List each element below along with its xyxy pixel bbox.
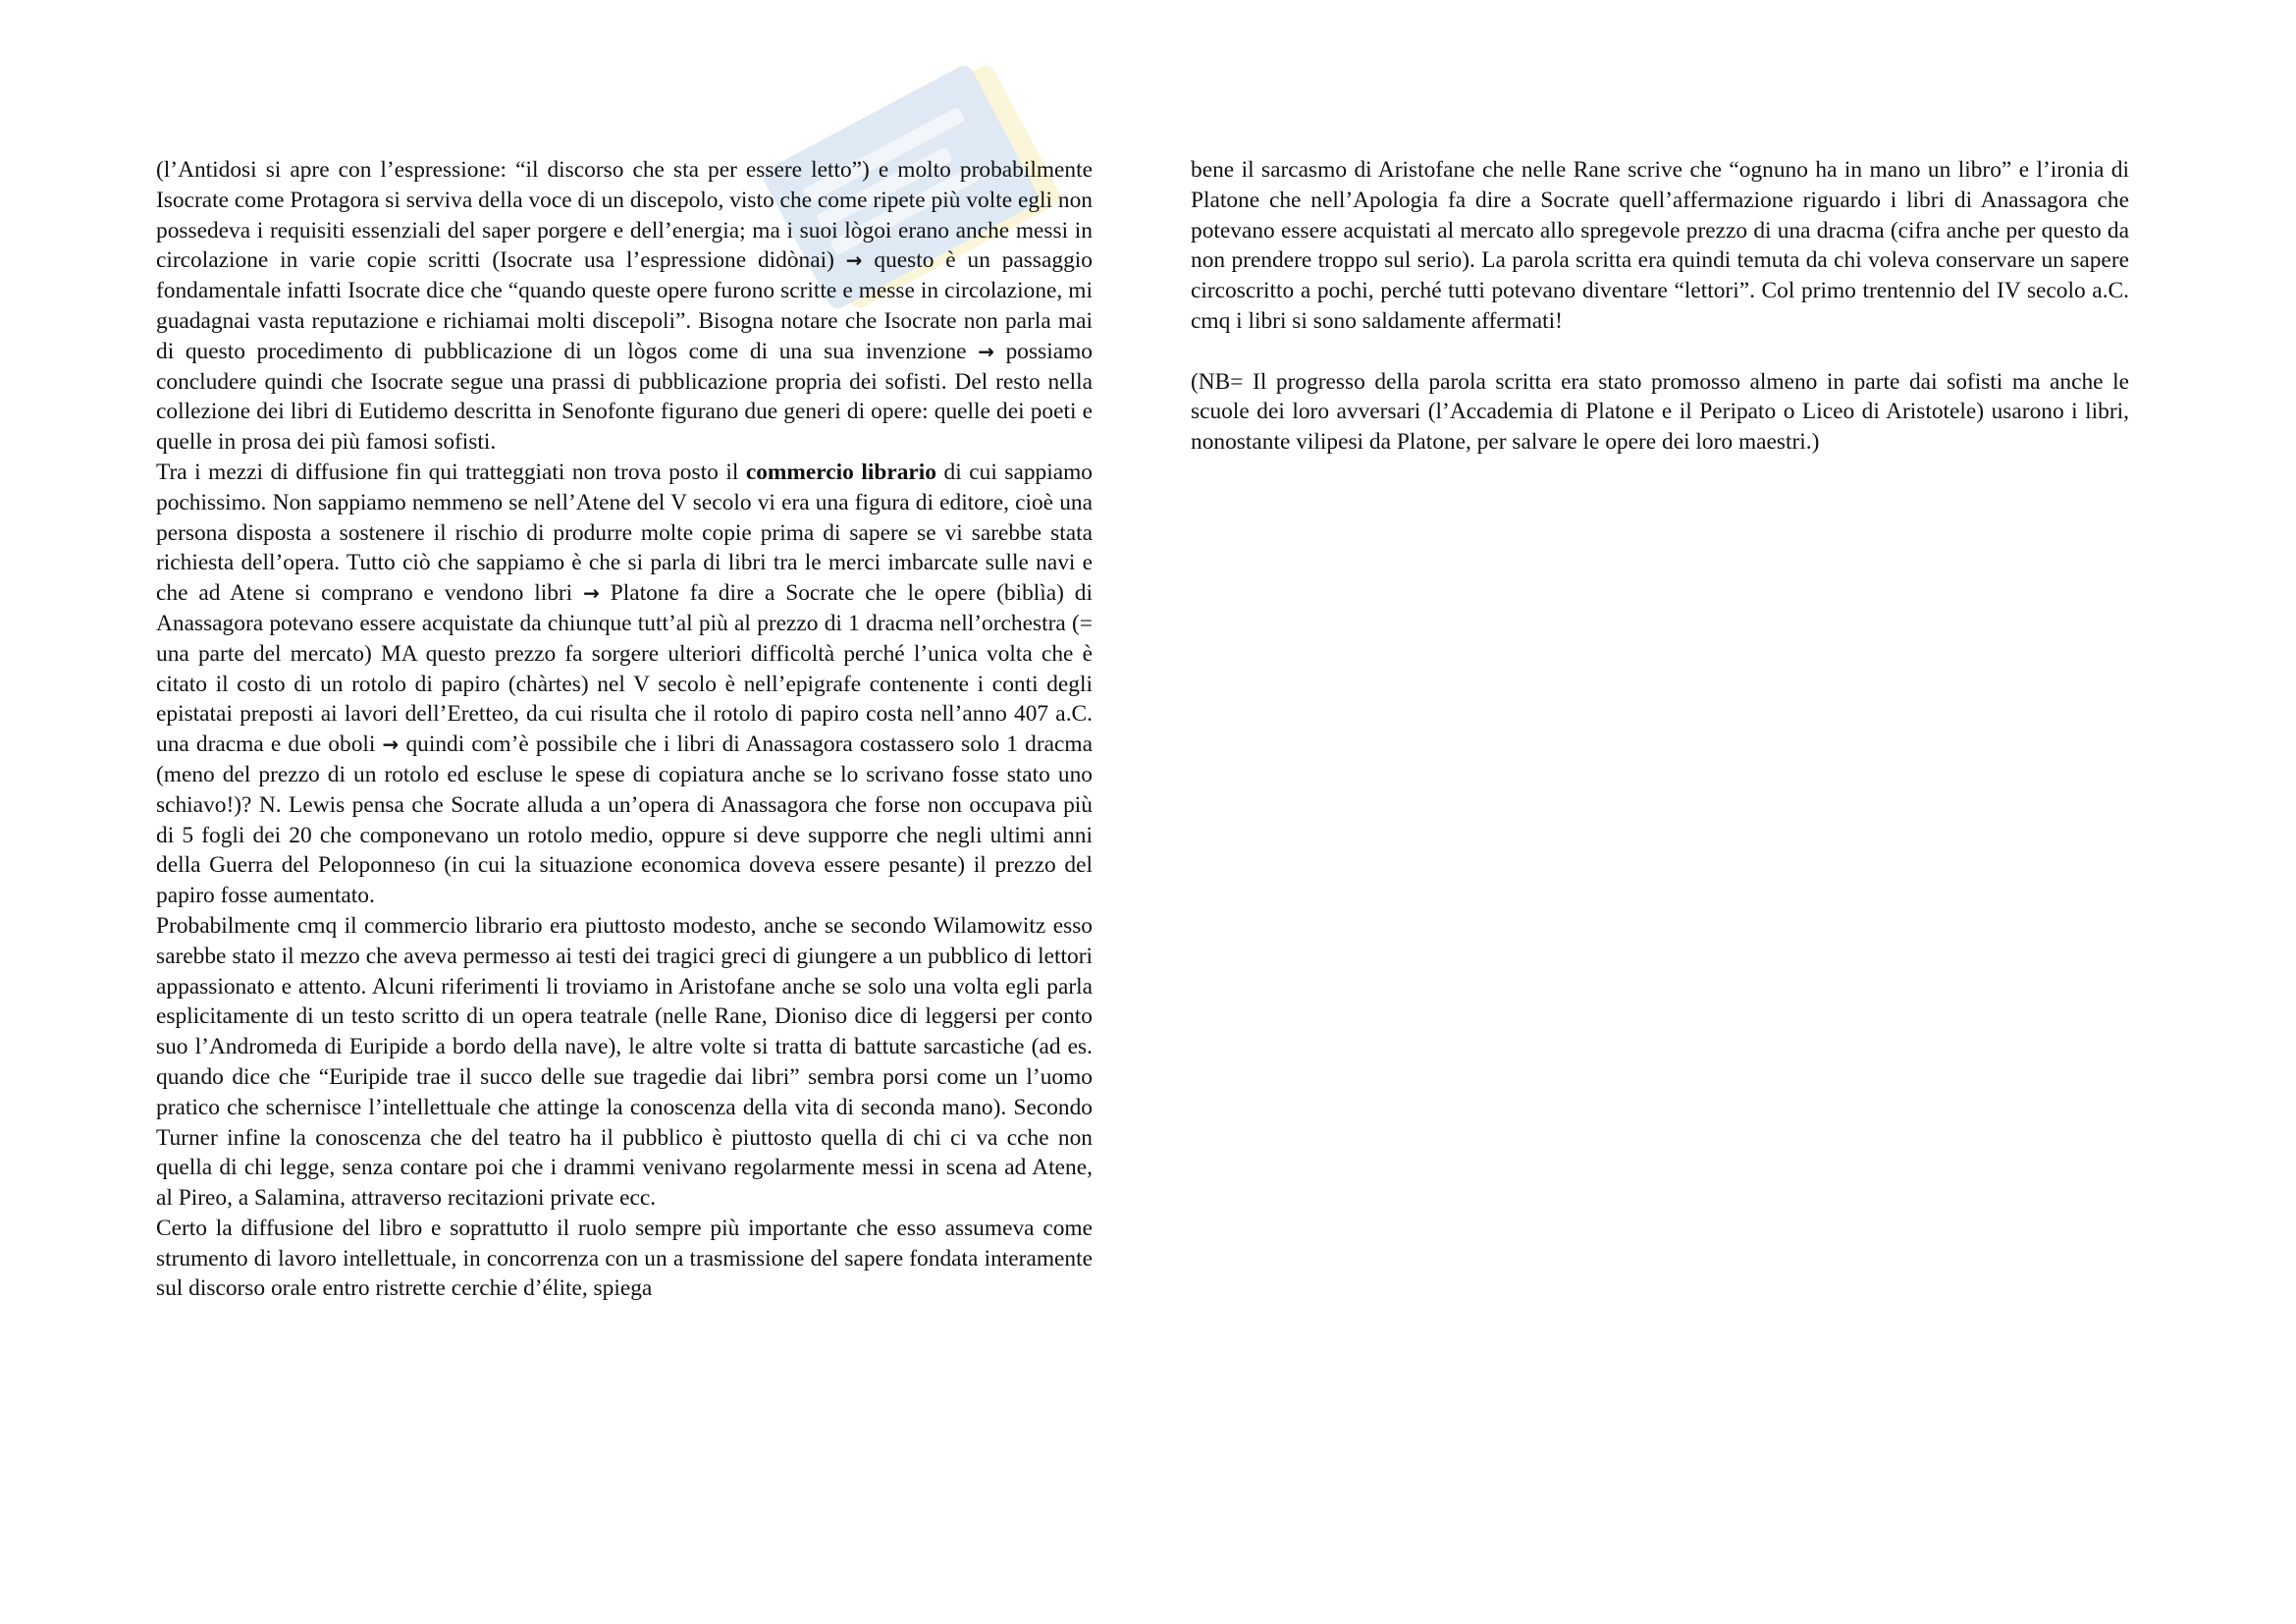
right-column <box>1191 155 2129 458</box>
right-arrow-icon: → <box>583 581 600 606</box>
right-arrow-icon: → <box>845 248 863 273</box>
paragraph-probabilmente: Probabilmente cmq il commercio librario era piuttosto modesto, anche se secondo Wilamowitz esso sarebbe stato il mezzo che aveva permesso ai testi dei tragici greci di giungere a un pubblico di lettori appassionato e attento. Alcuni riferimenti li troviamo in Aristofane anche se solo una volta egli parla esplicitamente di un testo scritto di un opera teatrale (nelle Rane, Dioniso dice di leggersi per conto suo l’Andromeda di Euripide a bordo della nave), le altre volte si tratta di battute sarcastiche (ad es. quando dice che “Euripide trae il succo delle sue tragedie dai libri” sembra porsi come un l’uomo pratico che schernisce l’intellettuale che attinge la conoscenza della vita di seconda mano). Secondo Turner infine la conoscenza che del teatro ha il pubblico è piuttosto quella di chi ci va cche non quella di chi legge, senza contare poi che i drammi venivano regolarmente messi in scena ad Atene, al Pireo, a Salamina, attraverso recitazioni private ecc. <box>156 912 1093 1212</box>
paragraph-certo: Certo la diffusione del libro e soprattutto il ruolo sempre più importante che esso assumeva come strumento di lavoro intellettuale, in concorrenza con un a trasmissione del sapere fondata interamente sul discorso orale entro ristrette cerchie d’élite, spiega <box>156 1215 1093 1302</box>
bold-term: commercio librario <box>745 459 936 485</box>
right-arrow-icon: → <box>978 339 994 363</box>
paragraph-isocrate: (l’Antidosi si apre con l’espressione: “il discorso che sta per essere letto”) e molto probabilmente Isocrate come Protagora si serviva della voce di un discepolo, visto che come ripete più volte egli non possedeva i requisiti essenziali del saper porgere e dell’energia; ma i suoi lògoi erano anche messi in circolazione in varie copie scritti (Isocrate usa l’espressione didònai) → questo è un passaggio fondamentale infatti Isocrate dice che “quando queste opere furono scritte e messe in circolazione, mi guadagnai vasta reputazione e richiamai molti discepoli”. Bisogna notare che Isocrate non parla mai di questo procedimento di pubblicazione di un lògos come di una sua invenzione → possiamo concludere quindi che Isocrate segue una prassi di pubblicazione propria dei sofisti. Del resto nella collezione dei libri di Eutidemo descritta in Senofonte figurano due generi di opere: quelle dei poeti e quelle in prosa dei più famosi sofisti. <box>156 157 1093 456</box>
right-arrow-icon: → <box>382 732 400 757</box>
paragraph-sarcasmo: bene il sarcasmo di Aristofane che nelle Rane scrive che “ognuno ha in mano un libro” e l’ironia di Platone che nell’Apologia fa dire a Socrate quell’affermazione riguardo i libri di Anassagora che potevano essere acquistati al mercato allo spregevole prezzo di una dracma (cifra anche per questo da non prendere troppo sul serio). La parola scritta era quindi temuta da chi voleva conservare un sapere circoscritto a pochi, perché tutti potevano diventare “lettori”. Col primo trentennio del IV secolo a.C. cmq i libri si sono saldamente affermati! <box>1191 157 2129 334</box>
paragraph-commercio-librario: Tra i mezzi di diffusione fin qui tratteggiati non trova posto il commercio librario di cui sappiamo pochissimo. Non sappiamo nemmeno se nell’Atene del V secolo vi era una figura di editore, cioè una persona disposta a sostenere il rischio di produrre molte copie prima di sapere se vi sarebbe stata richiesta dell’opera. Tutto ciò che sappiamo è che si parla di libri tra le merci imbarcate sulle navi e che ad Atene si comprano e vendono libri → Platone fa dire a Socrate che le opere (biblìa) di Anassagora potevano essere acquistate da chiunque tutt’al più al prezzo di 1 dracma nell’orchestra (= una parte del mercato) MA questo prezzo fa sorgere ulteriori difficoltà perché l’unica volta che è citato il costo di un rotolo di papiro (chàrtes) nel V secolo è nell’epigrafe contenente i conti degli epistatai preposti ai lavori dell’Eretteo, da cui risulta che il rotolo di papiro costa nell’anno 407 a.C. una dracma e due oboli → quindi com’è possibile che i libri di Anassagora costassero solo 1 dracma (meno del prezzo di un rotolo ed escluse le spese di copiatura anche se lo scrivano fosse stato uno schiavo!)? N. Lewis pensa che Socrate alluda a un’opera di Anassagora che forse non occupava più di 5 fogli dei 20 che componevano un rotolo medio, oppure si deve supporre che negli ultimi anni della Guerra del Peloponneso (in cui la situazione economica doveva essere pesante) il prezzo del papiro fosse aumentato. <box>156 459 1094 909</box>
left-column <box>156 155 1093 1304</box>
paragraph-nota-bene: (NB= Il progresso della parola scritta era stato promosso almeno in parte dai sofisti ma anche le scuole dei loro avversari (l’Accademia di Platone e il Peripato o Liceo di Aristotele) usarono i libri, nonostante vilipesi da Platone, per salvare le opere dei loro maestri.) <box>1191 368 2129 456</box>
